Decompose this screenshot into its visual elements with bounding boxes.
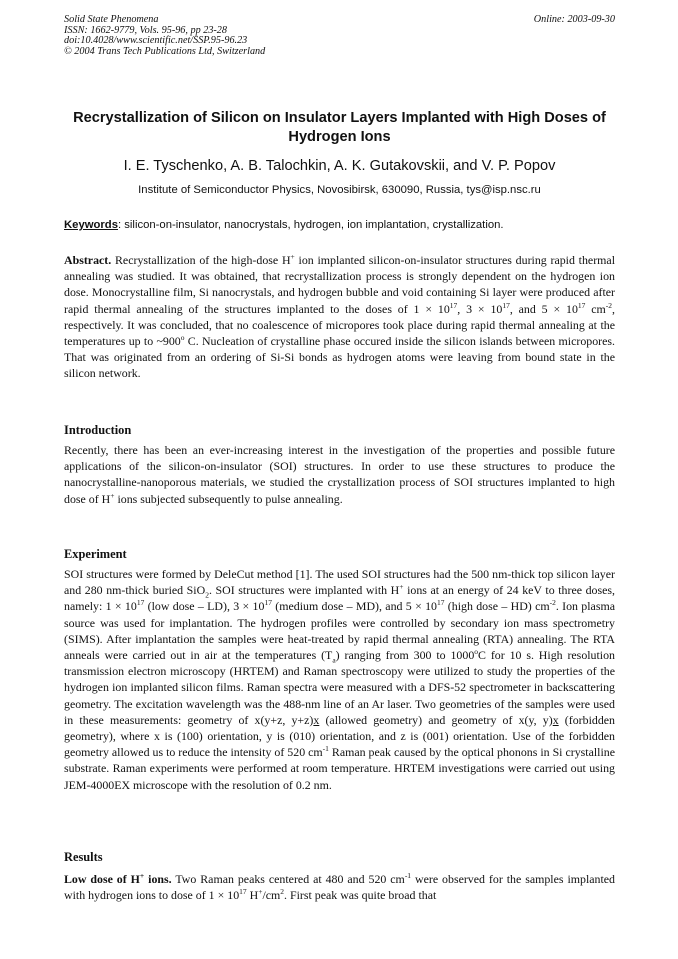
keywords-text: : silicon-on-insulator, nanocrystals, hydrogen, ion implantation, crystallization. bbox=[118, 219, 504, 231]
superscript: 17 bbox=[449, 300, 458, 310]
experiment-text: . Ion plasma source was used for implantation. The hydrogen profiles were controlled by secondary ion mass spectrometry (SIMS). After implantation the samples were heat-treated by rapid thermal annealing (RTA) annealing. The RTA anneals were carried out in air at the temperatures (T bbox=[64, 599, 615, 663]
superscript: + bbox=[399, 582, 404, 592]
abstract-label: Abstract. bbox=[64, 253, 112, 267]
results-lead: Low dose of H bbox=[64, 872, 140, 886]
experiment-text: (medium dose – MD), and 5 × 10 bbox=[271, 599, 437, 614]
experiment-text: C for 10 s. High resolution transmission electron microscopy (HRTEM) and Raman spectroscopy were utilized to study the properties of the hydrogen ion implanted silicon films. Raman spectra were measured with a DFS-52 spectrometer in backscattering geometry. The excitation wavelength was the 488-nm line of an Ar laser. Two geometries of the samples were used in these measurements: geometry of x(y+z, y+z) bbox=[64, 648, 616, 727]
section-heading-introduction: Introduction bbox=[64, 423, 132, 437]
experiment-text: . SOI structures were implanted with H bbox=[208, 583, 400, 598]
superscript: o bbox=[180, 333, 185, 343]
superscript: -2 bbox=[605, 300, 613, 310]
affiliation: Institute of Semiconductor Physics, Novosibirsk, 630090, Russia, tys@isp.nsc.ru bbox=[138, 184, 541, 196]
introduction-text: ions subjected subsequently to pulse annealing. bbox=[114, 491, 343, 506]
journal-name: Solid State Phenomena bbox=[64, 14, 159, 25]
abstract-paragraph bbox=[64, 252, 615, 382]
journal-doi: doi:10.4028/www.scientific.net/SSP.95-96.23 bbox=[64, 35, 248, 47]
superscript: 17 bbox=[436, 598, 445, 608]
superscript: 17 bbox=[577, 300, 586, 310]
journal-copyright: © 2004 Trans Tech Publications Ltd, Switzerland bbox=[64, 45, 266, 57]
superscript: + bbox=[110, 490, 115, 500]
keywords-line bbox=[64, 218, 615, 232]
online-date: Online: 2003-09-30 bbox=[533, 14, 615, 25]
results-lead: ions. bbox=[144, 872, 172, 886]
experiment-text: ) ranging from 300 to 1000 bbox=[335, 648, 475, 663]
experiment-text: ions at an energy of 24 keV to three doses, namely: 1 × 10 bbox=[64, 583, 615, 614]
abstract-text: Recrystallization of the high-dose H bbox=[111, 253, 291, 267]
results-text: Two Raman peaks centered at 480 and 520 cm bbox=[171, 872, 405, 886]
results-text: . First peak was quite broad that bbox=[284, 888, 437, 903]
superscript: 17 bbox=[502, 300, 510, 310]
keywords-label: Keywords bbox=[64, 219, 118, 231]
experiment-text: (forbidden geometry), where x is (100) orientation, y is (010) orientation, and z is (001) orientation. Use of the forbidden geometry allowed us to reduce the intensity of 520 cm bbox=[64, 712, 615, 760]
journal-header bbox=[64, 15, 265, 57]
introduction-paragraph bbox=[64, 442, 615, 507]
journal-issn: ISSN: 1662-9779, Vols. 95-96, pp 23-28 bbox=[64, 24, 227, 36]
subscript: a bbox=[332, 655, 336, 665]
experiment-paragraph bbox=[64, 566, 615, 793]
abstract-text: cm bbox=[585, 301, 606, 316]
superscript: + bbox=[258, 887, 263, 897]
superscript: + bbox=[139, 871, 145, 881]
abstract-text: , respectively. It was concluded, that no coalescence of micropores took place during rapid thermal annealing at the temperatures up to ~900 bbox=[64, 301, 616, 349]
subscript: 2 bbox=[205, 590, 209, 600]
superscript: 17 bbox=[264, 598, 272, 608]
results-paragraph bbox=[64, 871, 615, 903]
experiment-text: (low dose – LD), 3 × 10 bbox=[144, 599, 265, 614]
abstract-text: ion implanted silicon-on-insulator structures during rapid thermal annealing was studied. It was obtained, that recrystallization process is strongly dependent on the hydrogen ion dose. Monocrystalline film, Si nanocrystals, and hydrogen bubble and void containing Si layer were produced after rapid thermal annealing of the structures implanted to the doses of 1 × 10 bbox=[64, 253, 615, 316]
experiment-text: Raman peak caused by the optical phonons in Si crystalline substrate. Raman experiments were performed at room temperature. HRTEM investigations were carried out using JEM-4000EX microscope with the resolution of 0.2 nm. bbox=[64, 745, 615, 792]
superscript: o bbox=[474, 647, 479, 657]
section-heading-results: Results bbox=[64, 850, 103, 864]
section-heading-experiment: Experiment bbox=[64, 547, 127, 561]
superscript: 2 bbox=[280, 887, 285, 897]
superscript: + bbox=[290, 252, 295, 262]
introduction-text: Recently, there has been an ever-increasing interest in the investigation of the properties and possible future applications of the silicon-on-insulator (SOI) structures. In order to use these structures to produce the nanocrystalline-nanoporous materials, we studied the crystallization process of SOI structures implanted to high dose of H bbox=[64, 443, 615, 506]
abstract-text: , and 5 × 10 bbox=[509, 301, 578, 316]
superscript: 17 bbox=[136, 598, 145, 608]
author-list: I. E. Tyschenko, A. B. Talochkin, A. K. Gutakovskii, and V. P. Popov bbox=[123, 158, 556, 174]
superscript: 17 bbox=[239, 887, 247, 897]
abstract-text: , 3 × 10 bbox=[457, 301, 503, 316]
experiment-text: SOI structures were formed by DeleCut method [1]. The used SOI structures had the 500 nm-thick top silicon layer and 280 nm-thick buried SiO bbox=[64, 567, 615, 598]
abstract-text: C. Nucleation of crystalline phase occured inside the silicon islands between micropores. That was originated from an ordering of Si-Si bonds as hydrogen atoms were leaving from bound state in the silicon network. bbox=[64, 334, 615, 381]
underlined-symbol: x bbox=[313, 712, 320, 727]
superscript: -1 bbox=[322, 744, 329, 754]
experiment-text: (allowed geometry) and geometry of x(y, y) bbox=[319, 712, 553, 727]
superscript: -2 bbox=[549, 598, 556, 608]
results-text: were observed for the samples implanted with hydrogen ions to dose of 1 × 10 bbox=[64, 872, 615, 903]
paper-title: Recrystallization of Silicon on Insulator Layers Implanted with High Doses of Hydrogen Ions bbox=[73, 110, 606, 145]
results-text: /cm bbox=[262, 888, 281, 903]
results-text: H bbox=[246, 888, 259, 903]
experiment-text: (high dose – HD) cm bbox=[444, 599, 550, 614]
underlined-symbol: x bbox=[552, 712, 559, 727]
superscript: -1 bbox=[404, 871, 412, 881]
